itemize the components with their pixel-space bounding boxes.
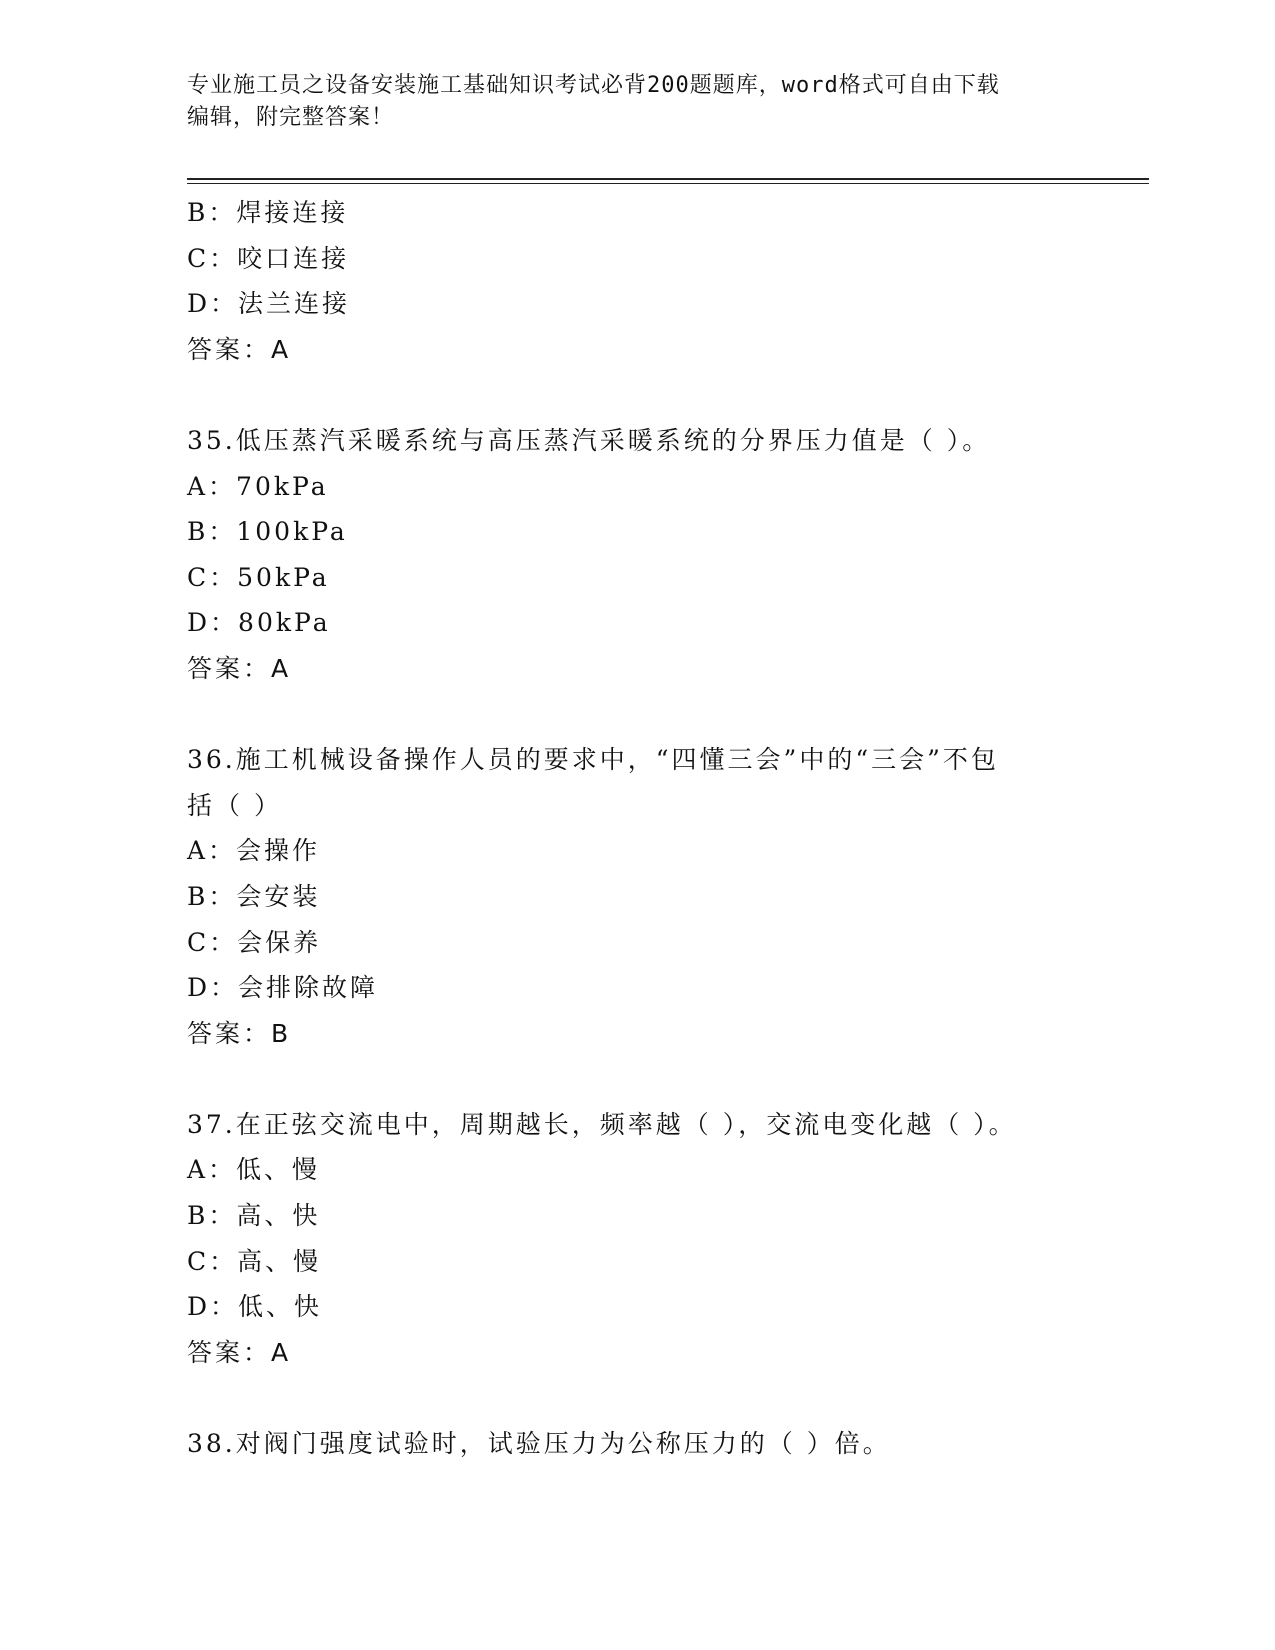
question-35 [187, 418, 1087, 692]
option-a: A：低、慢 [187, 1155, 321, 1185]
spacer [187, 372, 1087, 418]
question-text: 36.施工机械设备操作人员的要求中，“四懂三会”中的“三会”不包 [187, 745, 999, 775]
question-37 [187, 1102, 1087, 1376]
header-title-line-1: 专业施工员之设备安装施工基础知识考试必背200题题库，word格式可自由下载 [187, 73, 1000, 98]
spacer [187, 1375, 1087, 1421]
option-a: A：会操作 [187, 836, 321, 866]
question-text: 37.在正弦交流电中，周期越长，频率越（ ），交流电变化越（ ）。 [187, 1109, 1017, 1139]
spacer [187, 692, 1087, 738]
question-text: 35.低压蒸汽采暖系统与高压蒸汽采暖系统的分界压力值是（ ）。 [187, 425, 991, 455]
option-d: D：80kPa [187, 608, 331, 638]
question-36 [187, 737, 1087, 1056]
document-header [187, 70, 1067, 134]
option-c: C：会保养 [187, 927, 322, 957]
spacer [187, 1056, 1087, 1102]
question-text-continued: 括（ ） [187, 790, 282, 820]
option-b: B：100kPa [187, 517, 348, 547]
option-c: C：高、慢 [187, 1246, 322, 1276]
document-body [187, 190, 1087, 1467]
header-rule-thin [187, 183, 1149, 184]
option-d: D：法兰连接 [187, 289, 351, 319]
option-d: D：会排除故障 [187, 973, 379, 1003]
option-b: B：焊接连接 [187, 198, 349, 227]
answer-line: 答案：A [187, 334, 292, 364]
option-a: A：70kPa [187, 471, 329, 501]
option-b: B：会安装 [187, 881, 321, 911]
header-title-line-2: 编辑，附完整答案！ [187, 105, 395, 130]
option-c: C：50kPa [187, 562, 330, 592]
option-d: D：低、快 [187, 1292, 323, 1322]
answer-line: 答案：A [187, 1337, 292, 1367]
question-text: 38.对阀门强度试验时，试验压力为公称压力的（ ）倍。 [187, 1429, 891, 1459]
header-rule-thick [187, 178, 1149, 180]
question-38 [187, 1421, 1087, 1467]
option-c: C：咬口连接 [187, 243, 350, 273]
question-34-continued [187, 190, 1087, 372]
option-b: B：高、快 [187, 1201, 321, 1231]
answer-line: 答案：B [187, 1018, 292, 1048]
answer-line: 答案：A [187, 653, 292, 683]
